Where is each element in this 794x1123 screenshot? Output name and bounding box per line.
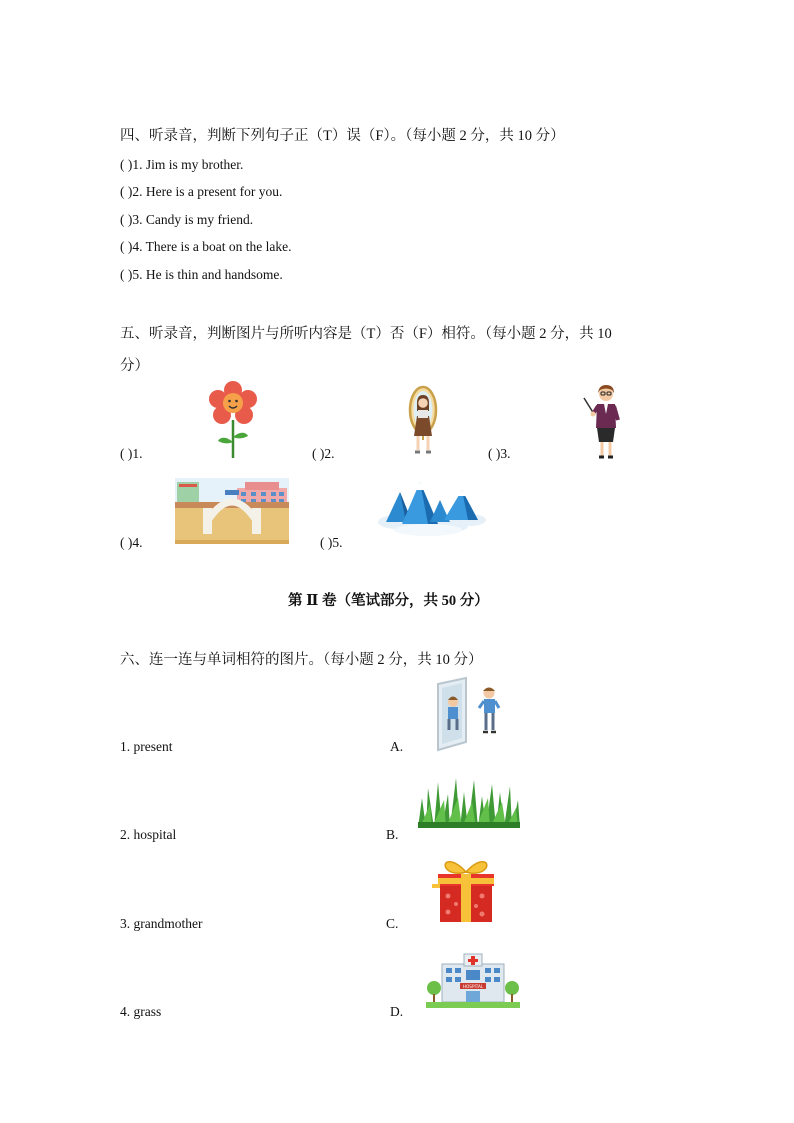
section-5-title-line1: 五、听录音，判断图片与所听内容是（T）否（F）相符。（每小题 2 分，共 10 <box>120 326 612 342</box>
match-letter-a: A. <box>390 739 404 754</box>
section-4-title: 四、听录音，判断下列句子正（T）误（F）。（每小题 2 分，共 10 分） <box>120 128 565 144</box>
snow-mountains-icon <box>378 476 486 538</box>
section-4-item-3: ( )3. Candy is my friend. <box>120 212 254 227</box>
match-letter-c: C. <box>386 916 399 931</box>
flower-icon <box>208 382 258 460</box>
match-word-4: 4. grass <box>120 1004 162 1019</box>
mirror-girl-icon <box>406 384 440 458</box>
hospital-icon <box>426 950 520 1008</box>
section-4-item-4: ( )4. There is a boat on the lake. <box>120 239 292 254</box>
teacher-icon <box>582 384 624 460</box>
section-5-item-1: ( )1. <box>120 446 143 461</box>
match-letter-b: B. <box>386 827 399 842</box>
match-word-2: 2. hospital <box>120 827 177 842</box>
section-5-item-4: ( )4. <box>120 535 143 550</box>
match-letter-d: D. <box>390 1004 404 1019</box>
section-5-item-3: ( )3. <box>488 446 511 461</box>
section-5-title-line2: 分） <box>120 358 149 374</box>
section-6-title: 六、连一连与单词相符的图片。（每小题 2 分，共 10 分） <box>120 652 483 668</box>
section-5-item-5: ( )5. <box>320 535 343 550</box>
section-4-item-2: ( )2. Here is a present for you. <box>120 184 283 199</box>
match-word-3: 3. grandmother <box>120 916 203 931</box>
section-5-item-2: ( )2. <box>312 446 335 461</box>
mirror-boy-icon <box>436 678 504 754</box>
match-word-1: 1. present <box>120 739 173 754</box>
hospital-sign: HOSPITAL <box>462 983 484 989</box>
section-4-item-1: ( )1. Jim is my brother. <box>120 157 244 172</box>
part-2-title: 第 Ⅱ 卷（笔试部分，共 50 分） <box>288 593 489 609</box>
school-gate-icon <box>175 478 289 544</box>
grass-icon <box>418 778 520 828</box>
section-4-item-5: ( )5. He is thin and handsome. <box>120 267 283 282</box>
gift-box-icon <box>432 856 500 924</box>
